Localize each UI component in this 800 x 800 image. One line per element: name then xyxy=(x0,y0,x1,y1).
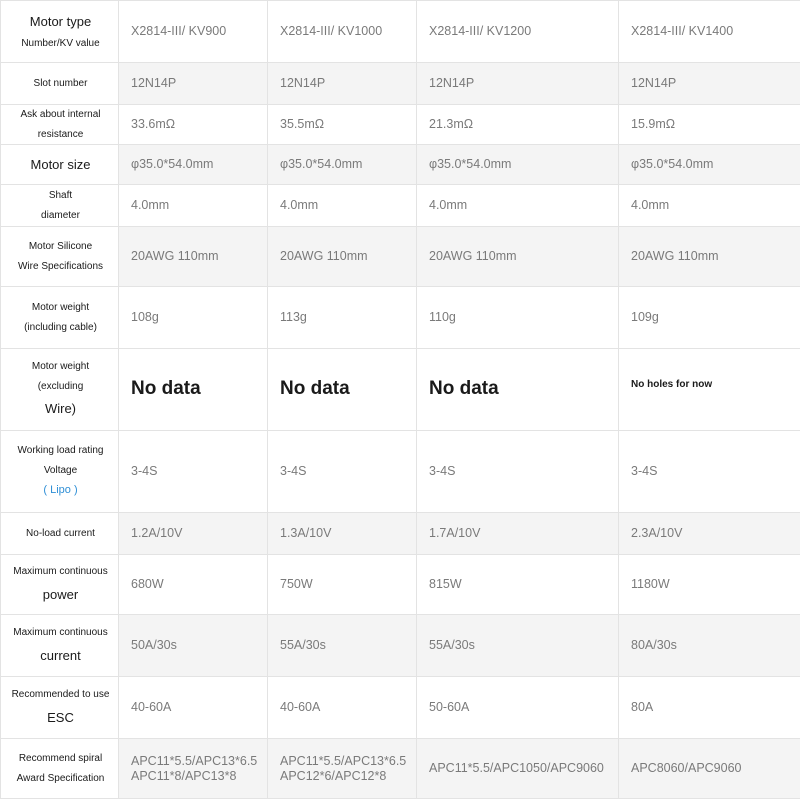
spec-value: 33.6mΩ xyxy=(119,105,268,145)
spec-label xyxy=(1,555,119,615)
spec-value: 1.7A/10V xyxy=(417,513,619,555)
spec-value: 3-4S xyxy=(119,431,268,513)
spec-row xyxy=(1,739,800,799)
spec-value: No data xyxy=(268,349,417,431)
spec-label-line: Motor type xyxy=(29,14,92,30)
spec-value: 113g xyxy=(268,287,417,349)
spec-row xyxy=(1,615,800,677)
spec-row xyxy=(1,513,800,555)
spec-value: 680W xyxy=(119,555,268,615)
spec-value: 55A/30s xyxy=(268,615,417,677)
spec-value: X2814-III/ KV1400 xyxy=(619,1,800,63)
spec-value: 15.9mΩ xyxy=(619,105,800,145)
spec-value: No data xyxy=(417,349,619,431)
spec-value: 50A/30s xyxy=(119,615,268,677)
spec-label-line: current xyxy=(40,647,81,663)
spec-label-line: Slot number xyxy=(33,77,88,89)
spec-value: 40-60A xyxy=(268,677,417,739)
spec-value: 4.0mm xyxy=(119,185,268,227)
spec-value: 12N14P xyxy=(268,63,417,105)
spec-value: 50-60A xyxy=(417,677,619,739)
spec-row xyxy=(1,227,800,287)
spec-table-body xyxy=(1,1,800,799)
spec-value: 4.0mm xyxy=(417,185,619,227)
spec-label-line: Motor weight xyxy=(31,361,90,373)
spec-label xyxy=(1,287,119,349)
spec-label-line: Wire Specifications xyxy=(17,260,104,272)
spec-value: 80A/30s xyxy=(619,615,800,677)
spec-value: 12N14P xyxy=(619,63,800,105)
spec-label-line: (excluding xyxy=(37,380,84,392)
spec-value: φ35.0*54.0mm xyxy=(619,145,800,185)
spec-label xyxy=(1,1,119,63)
spec-value: φ35.0*54.0mm xyxy=(417,145,619,185)
spec-row xyxy=(1,1,800,63)
spec-label-line: Number/KV value xyxy=(21,38,100,50)
spec-value: 20AWG 110mm xyxy=(119,227,268,287)
spec-value: 1.3A/10V xyxy=(268,513,417,555)
spec-value: 20AWG 110mm xyxy=(268,227,417,287)
spec-label xyxy=(1,349,119,431)
spec-value: No holes for now xyxy=(619,349,800,431)
spec-row xyxy=(1,349,800,431)
spec-label xyxy=(1,431,119,513)
spec-value: 4.0mm xyxy=(268,185,417,227)
spec-value: X2814-III/ KV900 xyxy=(119,1,268,63)
spec-value: 815W xyxy=(417,555,619,615)
spec-label xyxy=(1,739,119,799)
spec-value: APC11*5.5/APC13*6.5 APC11*8/APC13*8 xyxy=(119,739,268,799)
spec-value: 20AWG 110mm xyxy=(417,227,619,287)
spec-value: 4.0mm xyxy=(619,185,800,227)
spec-label xyxy=(1,145,119,185)
spec-row xyxy=(1,287,800,349)
spec-label xyxy=(1,227,119,287)
spec-row xyxy=(1,185,800,227)
spec-value: 110g xyxy=(417,287,619,349)
spec-value: 3-4S xyxy=(619,431,800,513)
spec-value: 1180W xyxy=(619,555,800,615)
spec-row xyxy=(1,555,800,615)
spec-value: No data xyxy=(119,349,268,431)
spec-label-line: Motor size xyxy=(30,156,91,172)
spec-label-line: diameter xyxy=(41,209,80,221)
spec-value: 35.5mΩ xyxy=(268,105,417,145)
spec-label xyxy=(1,615,119,677)
spec-label-line: Ask about internal xyxy=(20,109,101,120)
spec-label-line: Maximum continuous xyxy=(13,566,108,578)
spec-value: 20AWG 110mm xyxy=(619,227,800,287)
spec-value: 40-60A xyxy=(119,677,268,739)
spec-label-line: Shaft xyxy=(48,190,73,201)
spec-row xyxy=(1,431,800,513)
spec-label-line: (including cable) xyxy=(24,321,97,333)
spec-row xyxy=(1,63,800,105)
spec-value: φ35.0*54.0mm xyxy=(268,145,417,185)
spec-value: 80A xyxy=(619,677,800,739)
spec-value: 55A/30s xyxy=(417,615,619,677)
spec-label xyxy=(1,677,119,739)
spec-value: APC11*5.5/APC13*6.5 APC12*6/APC12*8 xyxy=(268,739,417,799)
spec-value: X2814-III/ KV1000 xyxy=(268,1,417,63)
spec-label xyxy=(1,185,119,227)
spec-value: 750W xyxy=(268,555,417,615)
spec-label-line: ESC xyxy=(47,709,74,725)
spec-value: 12N14P xyxy=(119,63,268,105)
spec-label xyxy=(1,513,119,555)
spec-label-line: Maximum continuous xyxy=(13,627,108,639)
spec-value: 12N14P xyxy=(417,63,619,105)
spec-row xyxy=(1,105,800,145)
spec-value: APC8060/APC9060 xyxy=(619,739,800,799)
spec-value: φ35.0*54.0mm xyxy=(119,145,268,185)
spec-label-line: Voltage xyxy=(43,464,78,476)
spec-value: X2814-III/ KV1200 xyxy=(417,1,619,63)
spec-label xyxy=(1,105,119,145)
spec-value: APC11*5.5/APC1050/APC9060 xyxy=(417,739,619,799)
spec-value: 1.2A/10V xyxy=(119,513,268,555)
spec-label-line: ( Lipo ) xyxy=(43,484,78,497)
spec-row xyxy=(1,677,800,739)
spec-value: 3-4S xyxy=(417,431,619,513)
spec-label-line: Motor Silicone xyxy=(28,241,93,252)
spec-label-line: resistance xyxy=(37,128,84,140)
spec-label-line: No-load current xyxy=(26,527,95,539)
spec-value: 109g xyxy=(619,287,800,349)
spec-value: 108g xyxy=(119,287,268,349)
spec-label-line: Recommend spiral xyxy=(18,753,103,764)
spec-label xyxy=(1,63,119,105)
spec-label-line: Working load rating xyxy=(17,445,104,457)
spec-value: 21.3mΩ xyxy=(417,105,619,145)
spec-value: 3-4S xyxy=(268,431,417,513)
spec-label-line: Recommended to use xyxy=(11,689,110,701)
spec-label-line: Motor weight xyxy=(31,302,90,313)
spec-label-line: power xyxy=(42,586,79,602)
spec-row xyxy=(1,145,800,185)
spec-label-line: Wire) xyxy=(44,401,77,417)
spec-value: 2.3A/10V xyxy=(619,513,800,555)
spec-label-line: Award Specification xyxy=(16,772,105,784)
